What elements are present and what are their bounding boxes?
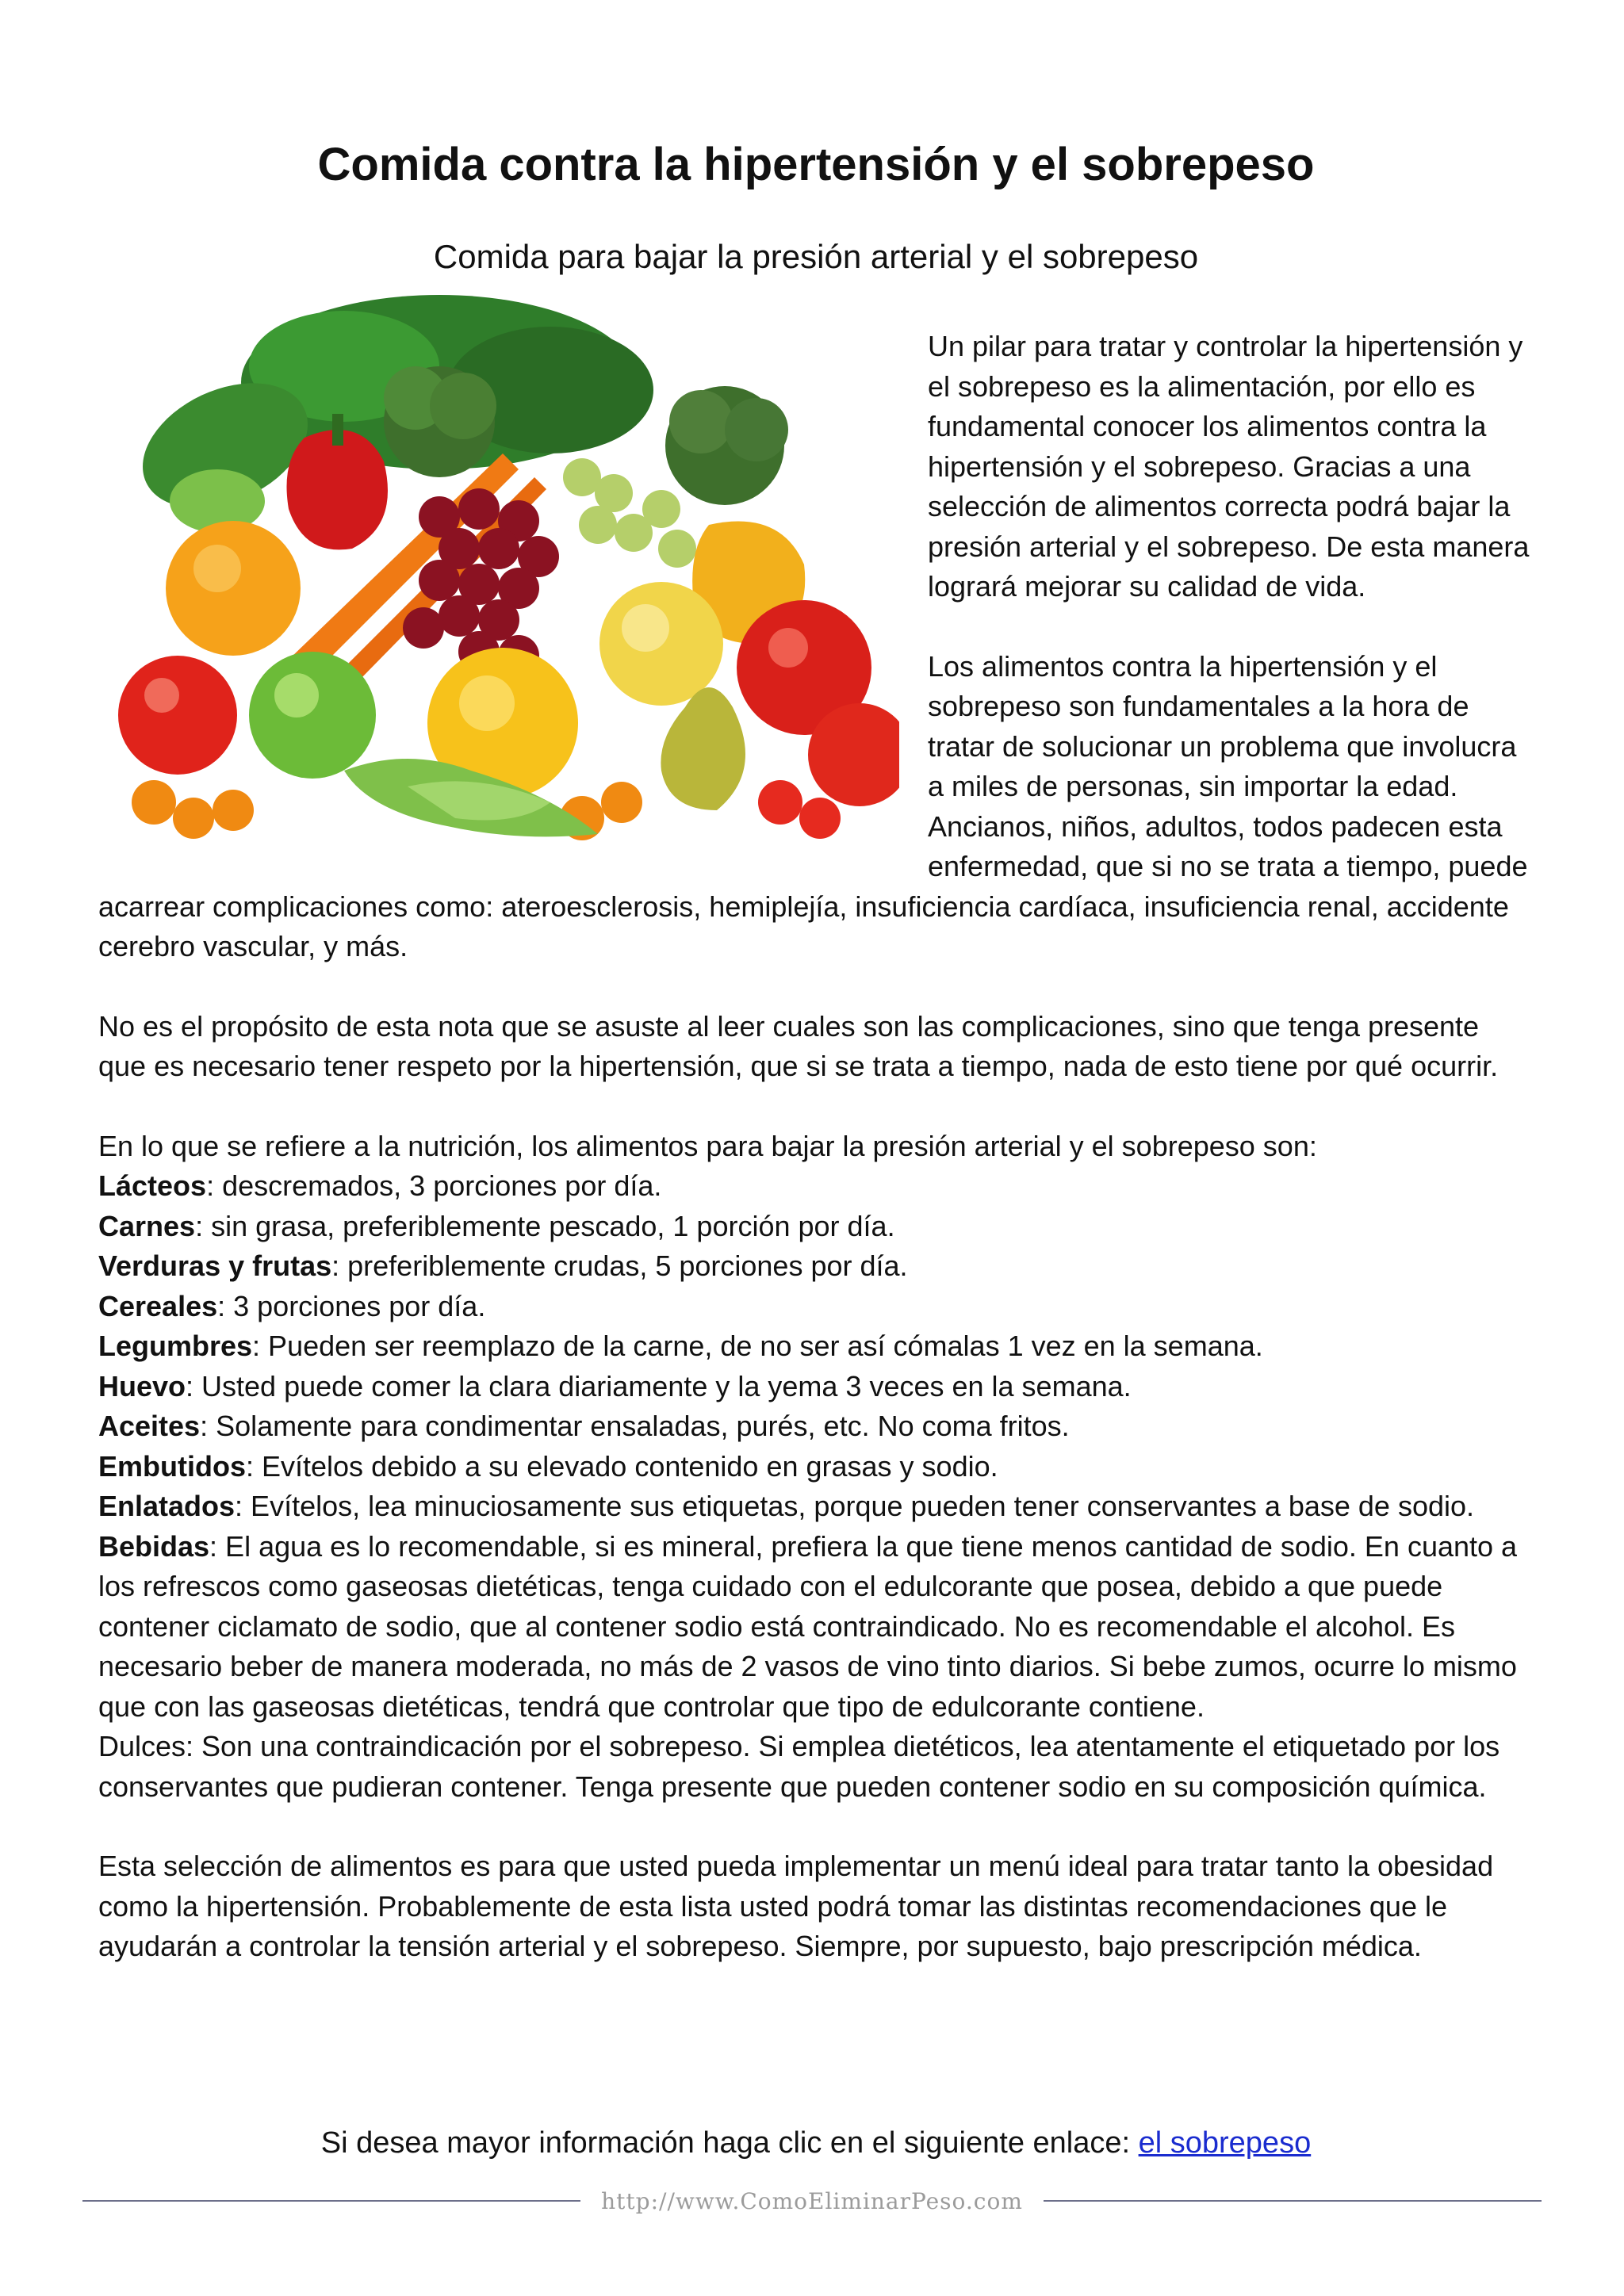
sobrepeso-link[interactable]: el sobrepeso [1138,2126,1312,2160]
dulces-line: Dulces: Son una contraindicación por el sobrepeso. Si emplea dietéticos, lea atentamente el etiquetado por los conservantes que pudieran contener. Tenga presente que pueden contener sodio en su composición química. [98,1730,1500,1803]
list-item-text: : Pueden ser reemplazo de la carne, de no ser así cómalas 1 vez en la semana. [252,1330,1263,1362]
list-item-term: Enlatados [98,1490,236,1522]
food-list-section [98,1127,1534,1808]
list-item-term: Lácteos [98,1169,207,1202]
food-list-intro: En lo que se refiere a la nutrición, los alimentos para bajar la presión arterial y el sobrepeso son: [98,1129,1317,1162]
list-item-term: Verduras y frutas [98,1249,332,1282]
list-item [98,1367,1534,1407]
list-item-text: : Usted puede comer la clara diariamente y la yema 3 veces en la semana. [186,1369,1132,1402]
list-item [98,1447,1534,1487]
list-item-text: : Solamente para condimentar ensaladas, purés, etc. No coma fritos. [200,1410,1070,1442]
list-item-term: Cereales [98,1289,218,1322]
list-item-text: : 3 porciones por día. [217,1289,486,1322]
list-item-term: Carnes [98,1209,196,1242]
page-subtitle: Comida para bajar la presión arterial y el sobrepeso [433,238,1199,275]
footer-rule-right [1044,2200,1542,2202]
site-url: http://www.ComoEliminarPeso.com [601,2187,1023,2214]
list-item [98,1207,1534,1247]
list-item-text: : Evítelos debido a su elevado contenido en grasas y sodio. [246,1449,998,1483]
list-item-term: Bebidas [98,1529,210,1563]
list-item-text: : preferiblemente crudas, 5 porciones por día. [331,1249,908,1282]
list-item-term: Embutidos [98,1449,246,1483]
list-item-text: : sin grasa, preferiblemente pescado, 1 porción por día. [195,1209,895,1242]
third-paragraph: No es el propósito de esta nota que se asuste al leer cuales son las complicaciones, sino que tenga presente que es necesario tener respeto por la hipertensión, que si se trata a tiempo, nada de esto tiene por qué ocurrir. [98,1009,1499,1082]
list-item [98,1326,1534,1367]
more-info-prompt: Si desea mayor información haga clic en el siguiente enlace: [320,2126,1139,2160]
page-title: Comida contra la hipertensión y el sobrepeso [317,139,1315,190]
more-info-line [98,2122,1534,2164]
second-paragraph: Los alimentos contra la hipertensión y el sobrepeso son fundamentales a la hora de tratar de solucionar un problema que involucra a miles de personas, sin importar la edad. Ancianos, niños, adultos, todos padecen esta enfermedad, que si no se trata a tiempo, puede acarrear complicaciones como: ateroesclerosis, hemiplejía, insuficiencia cardíaca, insuficiencia renal, accidente cerebro vascular, y más. [98,649,1528,962]
list-item-term: Aceites [98,1410,201,1442]
list-item-term: Legumbres [98,1330,253,1362]
fruits-vegetables-image [106,295,899,848]
list-item [98,1246,1534,1287]
list-item-text: : Evítelos, lea minuciosamente sus etiquetas, porque pueden tener conservantes a base de sodio. [235,1490,1475,1522]
list-item-text: : descremados, 3 porciones por día. [206,1169,662,1202]
closing-paragraph: Esta selección de alimentos es para que usted pueda implementar un menú ideal para tratar tanto la obesidad como la hipertensión. Probablemente de esta lista usted podrá tomar las distintas recomendaciones que le ayudarán a controlar la tensión arterial y el sobrepeso. Siempre, por supuesto, bajo prescripción médica. [98,1850,1494,1962]
fruits-vegetables-photo-icon [106,295,899,848]
footer-rule-left [82,2200,580,2202]
intro-paragraph: Un pilar para tratar y controlar la hipertensión y el sobrepeso es la alimentación, por ello es fundamental conocer los alimentos contra la hipertensión y el sobrepeso. Gracias a una selección de alimentos correcta podrá bajar la presión arterial y el sobrepeso. De esta manera logrará mejorar su calidad de vida. [928,330,1530,603]
article-body [98,327,1534,1967]
list-item [98,1287,1534,1327]
list-item [98,1487,1534,1527]
list-item [98,1527,1534,1728]
list-item-text: : El agua es lo recomendable, si es mineral, prefiera la que tiene menos cantidad de sodio. En cuanto a los refrescos como gaseosas dietéticas, tenga cuidado con el edulcorante que posea, debido a que puede contener ciclamato de sodio, que al contener sodio está contraindicado. No es recomendable el alcohol. Es necesario beber de manera moderada, no más de 2 vasos de vino tinto diarios. Si bebe zumos, ocurre lo mismo que con las gaseosas dietéticas, tendrá que controlar que tipo de edulcorante contiene. [98,1529,1518,1723]
list-item-term: Huevo [98,1369,186,1402]
page-footer [82,2185,1542,2217]
list-item [98,1166,1534,1207]
list-item [98,1406,1534,1447]
